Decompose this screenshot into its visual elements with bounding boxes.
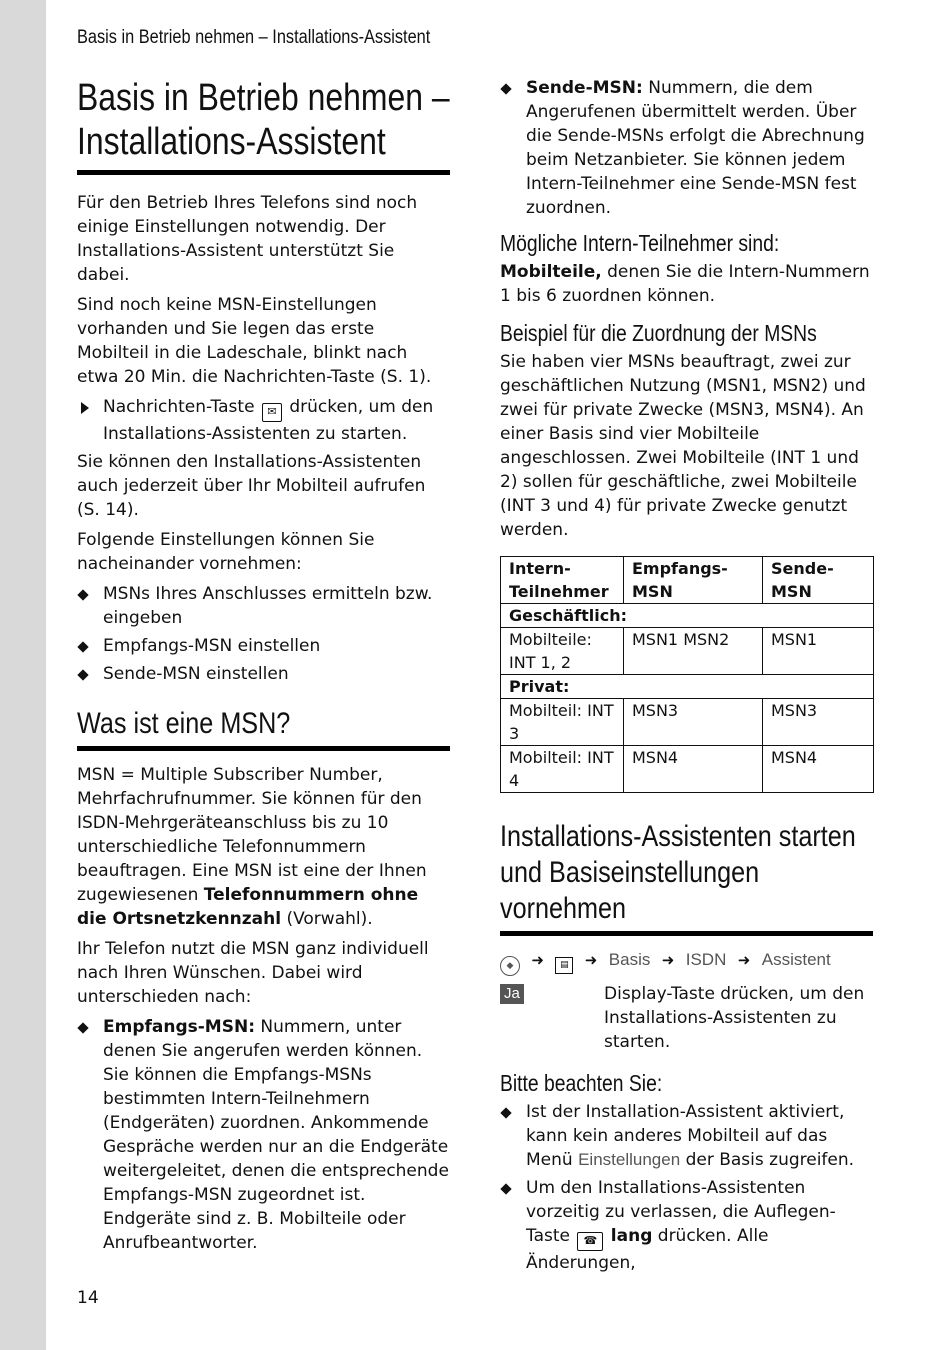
page-side-bar — [0, 0, 46, 1350]
subheading-intern-teilnehmer: Mögliche Intern-Teilnehmer sind: — [500, 230, 780, 256]
subheading-notes: Bitte beachten Sie: — [500, 1070, 663, 1096]
page-title-line2: Installations-Assistent — [77, 121, 386, 163]
arrow-icon: ➜ — [661, 951, 675, 969]
bullet-icon — [77, 1022, 88, 1033]
mobilteile-bold: Mobilteile, — [500, 262, 602, 282]
table-cell: MSN4 — [624, 746, 763, 793]
arrow-icon: ➜ — [737, 951, 751, 969]
step-text-a: Nachrichten-Taste — [103, 397, 255, 417]
menu-item-isdn: ISDN — [685, 950, 727, 969]
list-item-note — [500, 1176, 874, 1275]
table-header-cell: Sende-MSN — [763, 557, 874, 604]
bullet-icon — [500, 1107, 511, 1118]
menu-item-einstellungen: Einstellungen — [578, 1150, 681, 1169]
msn-definition-text: MSN = Multiple Subscriber Number, Mehrfachrufnummer. Sie können für den ISDN-Mehrgeräteanschluss bis zu 10 unterschiedliche Telefonnummern beauftragen. Eine MSN ist eine der Ihnen zugewiesenen — [77, 765, 427, 905]
table-cell: MSN3 — [763, 699, 874, 746]
table-group-cell: Privat: — [501, 675, 874, 699]
page-title-line1: Basis in Betrieb nehmen – — [77, 77, 450, 119]
table-group-row — [501, 675, 874, 699]
sende-msn-text: Nummern, die dem Angerufenen übermittelt werden. Über die Sende-MSNs erfolgt die Abrechnung beim Netzanbieter. Sie können jedem Intern-Teilnehmer eine Sende-MSN fest zuordnen. — [526, 78, 865, 218]
section-heading-assistent — [500, 819, 874, 927]
step-text-b: drücken, um den Installations-Assistenten zu starten. — [103, 397, 434, 444]
menu-item-assistent: Assistent — [761, 950, 831, 969]
list-item-text: MSNs Ihres Anschlusses ermitteln bzw. eingeben — [103, 584, 433, 628]
left-column — [77, 76, 451, 1259]
example-paragraph: Sie haben vier MSNs beauftragt, zwei zur geschäftlichen Nutzung (MSN1, MSN2) und zwei für private Zwecke (MSN3, MSN4). An einer Basis sind vier Mobilteile angeschlossen. Zwei Mobilteile (INT 1 und 2) sollen für geschäftliche, zwei Mobilteile (INT 3 und 4) für private Zwecke genutzt werden. — [500, 352, 866, 540]
bullet-icon — [500, 1183, 511, 1194]
message-key-icon: ✉ — [262, 403, 282, 422]
msn-definition-suffix: (Vorwahl). — [286, 909, 373, 929]
msn-definition-bold: Telefonnummern ohne die Ortsnetzkennzahl — [77, 885, 419, 929]
table-cell: MSN4 — [763, 746, 874, 793]
softkey-instruction — [500, 982, 874, 1054]
section-rule — [500, 931, 873, 936]
softkey-text: Display-Taste drücken, um den Installations-Assistenten zu starten. — [604, 984, 865, 1052]
mobilteile-text: denen Sie die Intern-Nummern 1 bis 6 zuordnen können. — [500, 262, 870, 306]
list-item-note — [500, 1100, 874, 1172]
table-cell: MSN3 — [624, 699, 763, 746]
note-text: drücken. Alle Änderungen, — [526, 1226, 769, 1273]
note-text: Um den Installations-Assistenten vorzeitig zu verlassen, die Auflegen-Taste — [526, 1178, 836, 1246]
table-row — [501, 746, 874, 793]
empfangs-msn-label: Empfangs-MSN: — [103, 1017, 255, 1037]
mobilteile-paragraph — [500, 260, 874, 308]
table-group-cell: Geschäftlich: — [501, 604, 874, 628]
title-rule — [77, 170, 450, 175]
list-item — [77, 634, 451, 658]
page-title — [77, 76, 451, 164]
table-header-cell: Empfangs-MSN — [624, 557, 763, 604]
list-item-text: Sende-MSN einstellen — [103, 664, 289, 684]
page-number: 14 — [77, 1288, 99, 1308]
handset-paragraph: Sie können den Installations-Assistenten auch jederzeit über Ihr Mobilteil aufrufen (S. 14). — [77, 452, 426, 520]
section-heading-line: und Basiseinstellungen — [500, 856, 760, 889]
list-item-sende-msn — [500, 76, 874, 220]
section-heading-msn: Was ist eine MSN? — [77, 707, 291, 740]
subheading-msn-example: Beispiel für die Zuordnung der MSNs — [500, 320, 817, 346]
bullet-icon — [77, 589, 88, 600]
table-cell: Mobilteile: INT 1, 2 — [501, 628, 624, 675]
empfangs-msn-text: Nummern, unter denen Sie angerufen werden können. Sie können die Empfangs-MSNs bestimmten Intern-Teilnehmern (Endgeräten) zuordnen. Ankommende Gespräche werden nur an die Endgeräte weitergeleitet, denen die entsprechende Empfangs-MSN zugeordnet ist. Endgeräte sind z. B. Mobilteile oder Anrufbeantworter. — [103, 1017, 449, 1253]
table-header-row — [501, 557, 874, 604]
menu-icon: ▤ — [555, 957, 573, 974]
note-bold: lang — [610, 1226, 653, 1246]
section-rule — [77, 746, 450, 751]
sende-msn-label: Sende-MSN: — [526, 78, 643, 98]
table-cell: Mobilteil: INT 4 — [501, 746, 624, 793]
section-heading-line: Installations-Assistenten starten — [500, 820, 856, 853]
running-header: Basis in Betrieb nehmen – Installations-Assistent — [77, 27, 431, 48]
control-key-icon: ◆ — [500, 956, 520, 976]
table-cell: MSN1 MSN2 — [624, 628, 763, 675]
list-item — [77, 662, 451, 686]
msn-assignment-table — [500, 556, 874, 793]
end-call-key-icon: ☎ — [577, 1232, 603, 1251]
list-item-text: Empfangs-MSN einstellen — [103, 636, 321, 656]
right-column — [500, 76, 874, 1279]
table-group-row — [501, 604, 874, 628]
msn-usage-paragraph: Ihr Telefon nutzt die MSN ganz individuell nach Ihren Wünschen. Dabei wird unterschieden nach: — [77, 939, 429, 1007]
bullet-icon — [500, 83, 511, 94]
softkey-ja: Ja — [500, 984, 524, 1004]
settings-intro-paragraph: Folgende Einstellungen können Sie nacheinander vornehmen: — [77, 530, 375, 574]
list-item — [77, 582, 451, 630]
msn-hint-paragraph: Sind noch keine MSN-Einstellungen vorhanden und Sie legen das erste Mobilteil in die Ladeschale, blinkt nach etwa 20 Min. die Nachrichten-Taste (S. 1). — [77, 295, 432, 387]
bullet-icon — [77, 641, 88, 652]
msn-definition-paragraph — [77, 763, 451, 931]
note-text: der Basis zugreifen. — [685, 1150, 855, 1170]
list-item-empfangs-msn — [77, 1015, 451, 1255]
table-row — [501, 699, 874, 746]
table-row — [501, 628, 874, 675]
section-heading-line: vornehmen — [500, 892, 627, 925]
intro-paragraph: Für den Betrieb Ihres Telefons sind noch einige Einstellungen notwendig. Der Installations-Assistent unterstützt Sie dabei. — [77, 193, 418, 285]
table-cell: MSN1 — [763, 628, 874, 675]
arrow-icon: ➜ — [531, 951, 544, 969]
step-arrow-icon — [81, 402, 89, 414]
menu-path — [500, 948, 874, 976]
table-header-cell: Intern-Teilnehmer — [501, 557, 624, 604]
table-cell: Mobilteil: INT 3 — [501, 699, 624, 746]
menu-item-basis: Basis — [608, 950, 651, 969]
note-text: Ist der Installation-Assistent aktiviert, kann kein anderes Mobilteil auf das Menü — [526, 1102, 845, 1170]
bullet-icon — [77, 669, 88, 680]
arrow-icon: ➜ — [584, 951, 598, 969]
step-press-message-key — [77, 395, 451, 446]
